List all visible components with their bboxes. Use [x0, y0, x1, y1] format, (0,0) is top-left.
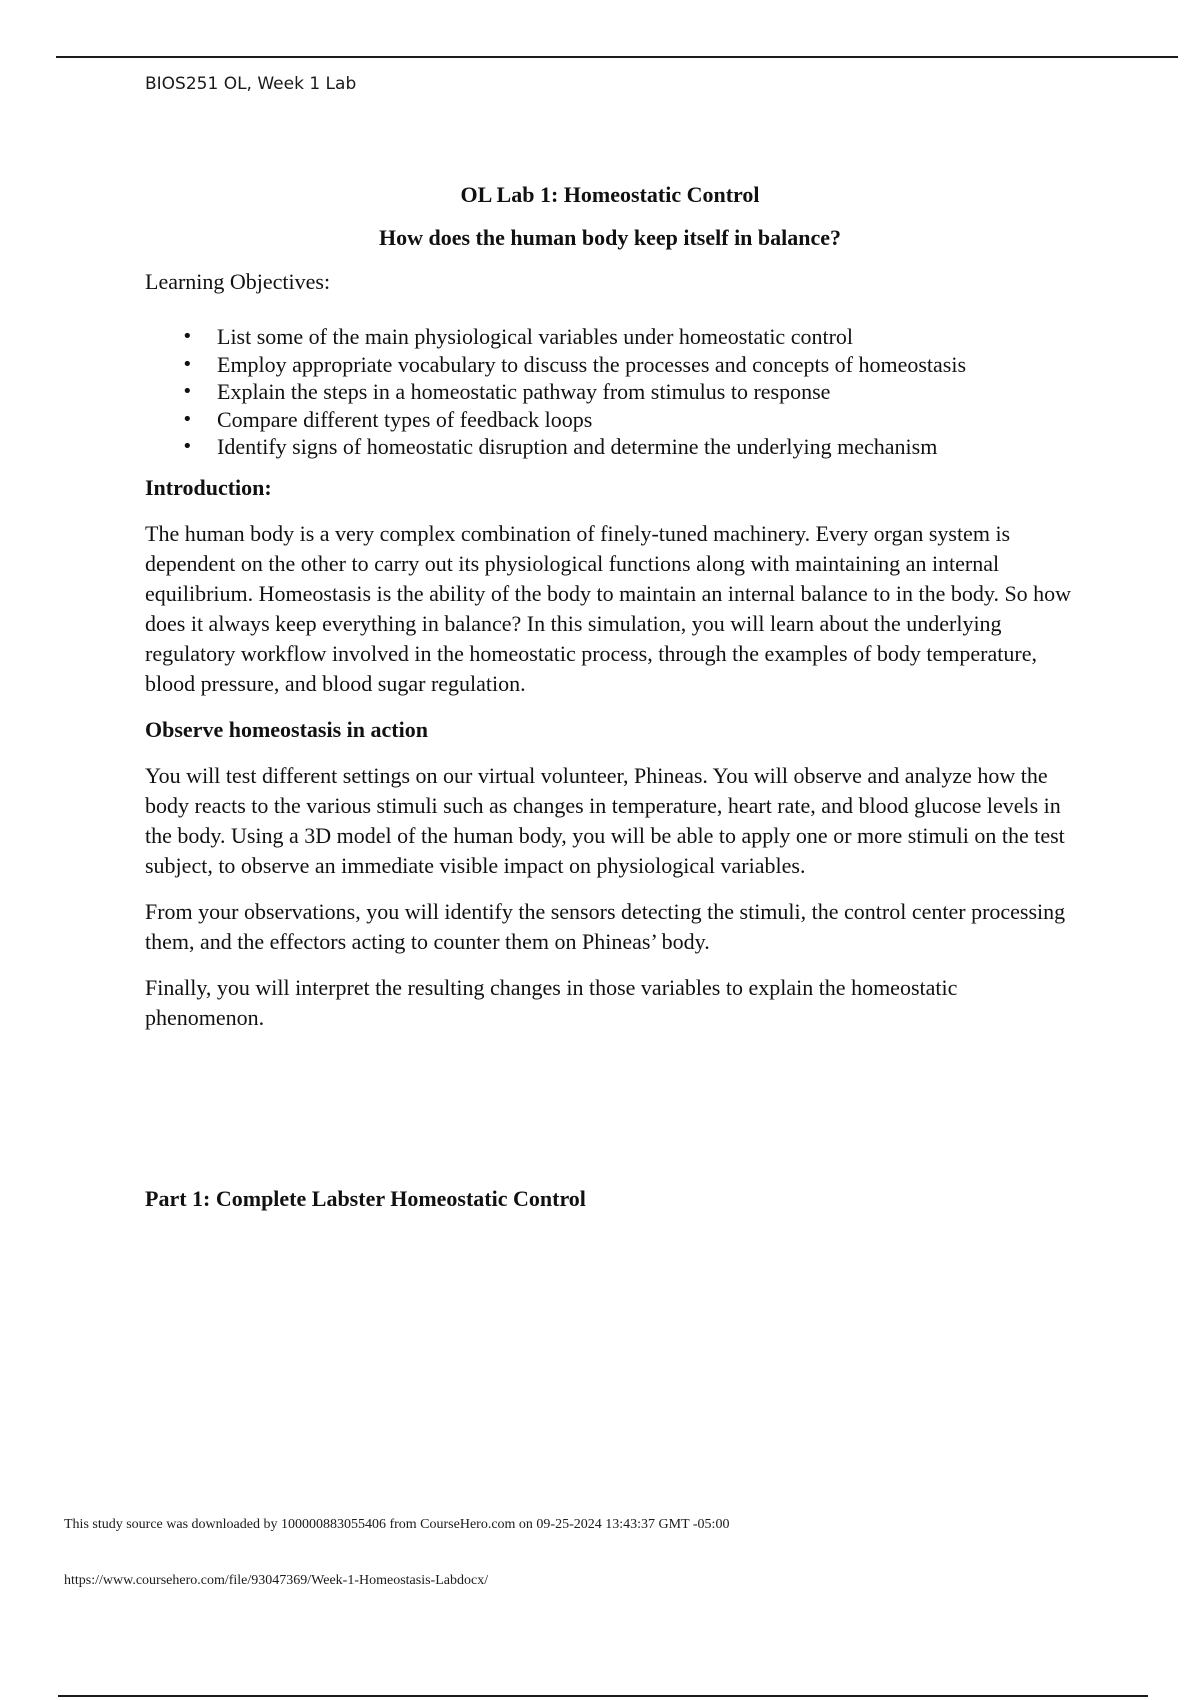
- introduction-paragraph: The human body is a very complex combination of finely-tuned machinery. Every organ system is dependent on the other to carry out its physiological functions along with maintaining an internal equilibrium. Homeostasis is the ability of the body to maintain an internal balance to in the body. So how does it always keep everything in balance? In this simulation, you will learn about the underlying regulatory workflow involved in the homeostatic process, through the examples of body temperature, blood pressure, and blood sugar regulation.: [145, 520, 1072, 696]
- bottom-rule: [58, 1695, 1148, 1697]
- list-item: • Identify signs of homeostatic disruption and determine the underlying mechanism: [217, 433, 1075, 461]
- source-url[interactable]: https://www.coursehero.com/file/93047369/Week-1-Homeostasis-Labdocx/: [64, 1573, 489, 1588]
- introduction-heading: Introduction:: [145, 474, 272, 500]
- document-subtitle: How does the human body keep itself in balance?: [378, 225, 842, 250]
- document-title: OL Lab 1: Homeostatic Control: [460, 182, 760, 207]
- download-note: This study source was downloaded by 100000883055406 from CourseHero.com on 09-25-2024 13:43:37 GMT -05:00: [64, 1517, 730, 1532]
- list-item: • Explain the steps in a homeostatic pathway from stimulus to response: [217, 378, 1075, 406]
- list-item: • Employ appropriate vocabulary to discuss the processes and concepts of homeostasis: [217, 351, 1075, 379]
- list-item: • List some of the main physiological variables under homeostatic control: [217, 323, 1075, 351]
- document-body: [145, 180, 1075, 1049]
- list-item: • Compare different types of feedback loops: [217, 406, 1075, 434]
- objectives-list: [145, 323, 1075, 461]
- objectives-label: Learning Objectives:: [145, 269, 331, 294]
- observe-paragraph: From your observations, you will identify the sensors detecting the stimuli, the control center processing them, and the effectors acting to counter them on Phineas’ body.: [145, 898, 1066, 954]
- part1-heading: Part 1: Complete Labster Homeostatic Control: [145, 1186, 586, 1211]
- top-rule: [56, 56, 1178, 58]
- running-header: BIOS251 OL, Week 1 Lab: [145, 74, 357, 94]
- observe-paragraph: Finally, you will interpret the resulting changes in those variables to explain the homeostatic phenomenon.: [145, 974, 958, 1030]
- observe-heading: Observe homeostasis in action: [145, 716, 428, 742]
- observe-paragraph: You will test different settings on our virtual volunteer, Phineas. You will observe and analyze how the body reacts to the various stimuli such as changes in temperature, heart rate, and blood glucose levels in the body. Using a 3D model of the human body, you will be able to apply one or more stimuli on the test subject, to observe an immediate visible impact on physiological variables.: [145, 762, 1065, 878]
